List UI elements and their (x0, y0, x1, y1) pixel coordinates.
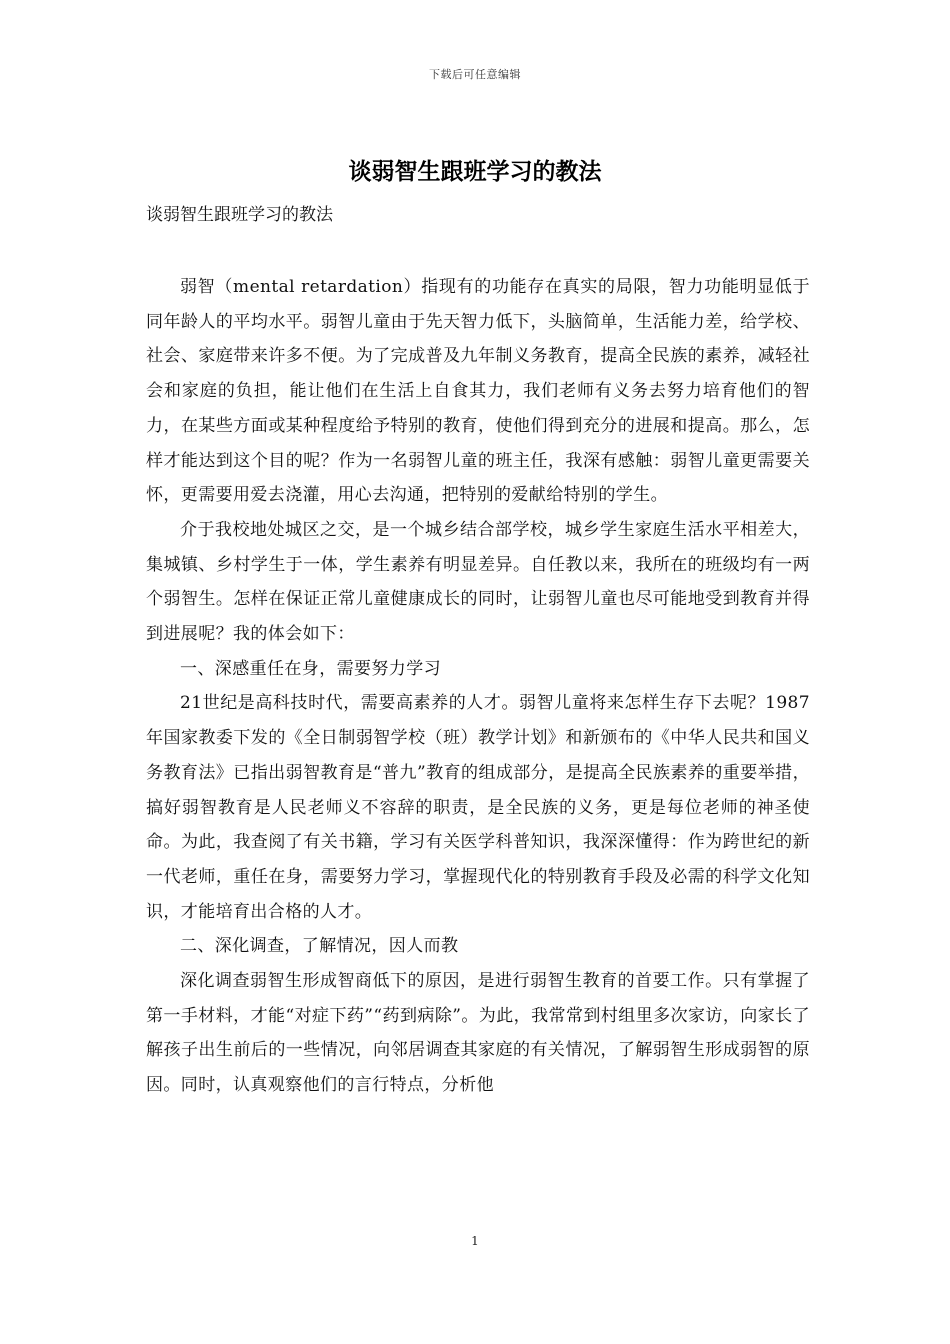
page-number: 1 (471, 1234, 479, 1248)
paragraph-background: 介于我校地处城区之交，是一个城乡结合部学校，城乡学生家庭生活水平相差大，集城镇、乡村学生于一体，学生素养有明显差异。自任教以来，我所在的班级均有一两个弱智生。怎样在保证正常儿童健康成长的同时，让弱智儿童也尽可能地受到教育并得到进展呢？我的体会如下： (146, 519, 810, 645)
paragraph-intro: 弱智（mental retardation）指现有的功能存在真实的局限，智力功能明显低于同年龄人的平均水平。弱智儿童由于先天智力低下，头脑简单，生活能力差，给学校、社会、家庭带来许多不便。为了完成普及九年制义务教育，提高全民族的素养，减轻社会和家庭的负担，能让他们在生活上自食其力，我们老师有义务去努力培育他们的智力，在某些方面或某种程度给予特别的教育，使他们得到充分的进展和提高。那么，怎样才能达到这个目的呢？作为一名弱智儿童的班主任，我深有感触：弱智儿童更需要关怀，更需要用爱去浇灌，用心去沟通，把特别的爱献给特别的学生。 (146, 277, 810, 506)
paragraph-section-1: 21世纪是高科技时代，需要高素养的人才。弱智儿童将来怎样生存下去呢？1987年国家教委下发的《全日制弱智学校（班）教学计划》和新颁布的《中华人民共和国义务教育法》已指出弱智教育是“普九”教育的组成部分，是提高全民族素养的重要举措，搞好弱智教育是人民老师义不容辞的职责，是全民族的义务，更是每位老师的神圣使命。为此，我查阅了有关书籍，学习有关医学科普知识，我深深懂得：作为跨世纪的新一代老师，重任在身，需要努力学习，掌握现代化的特别教育手段及必需的科学文化知识，才能培育出合格的人才。 (146, 693, 810, 922)
section-heading-2: 二、深化调查，了解情况，因人而教 (180, 936, 459, 957)
document-subtitle: 谈弱智生跟班学习的教法 (146, 205, 333, 225)
paragraph-section-2: 深化调查弱智生形成智商低下的原因，是进行弱智生教育的首要工作。只有掌握了第一手材料，才能“对症下药”“药到病除”。为此，我常常到村组里多次家访，向家长了解孩子出生前后的一些情况，向邻居调查其家庭的有关情况，了解弱智生形成弱智的原因。同时，认真观察他们的言行特点，分析他 (146, 971, 810, 1096)
document-body (146, 270, 810, 1103)
document-title: 谈弱智生跟班学习的教法 (348, 158, 602, 185)
section-heading-1: 一、深感重任在身，需要努力学习 (180, 658, 441, 679)
page-header-note: 下载后可任意编辑 (429, 68, 521, 81)
